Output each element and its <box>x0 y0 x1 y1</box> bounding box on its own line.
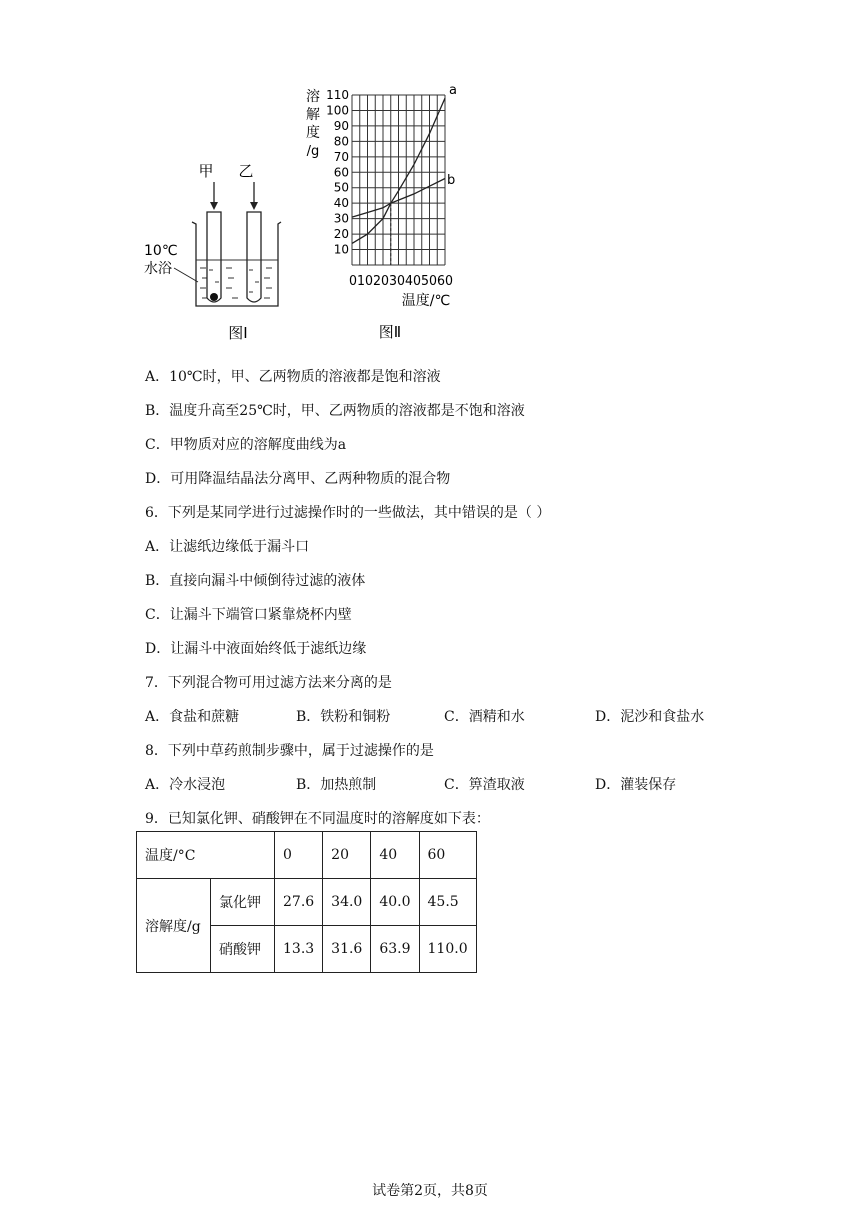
figure-1-caption: 图Ⅰ <box>228 324 248 342</box>
curve-b-label: b <box>447 173 456 188</box>
y-tick-label: 30 <box>333 211 349 226</box>
y-tick-label: 100 <box>326 103 349 118</box>
q7-option-a: A．食盐和蔗糖 <box>145 709 240 725</box>
table-cell: 13.3 <box>275 926 323 973</box>
y-tick-label: 90 <box>333 118 349 133</box>
table-cell: 45.5 <box>419 879 476 926</box>
label-yi: 乙 <box>238 162 254 180</box>
q5-option-a: A．10℃时，甲、乙两物质的溶液都是饱和溶液 <box>145 369 441 385</box>
svg-text:溶: 溶 <box>306 89 320 105</box>
table-cell: 20 <box>323 832 371 879</box>
q7-option-b: B．铁粉和铜粉 <box>296 709 391 725</box>
y-tick-label: 20 <box>333 227 349 242</box>
y-tick-label: 60 <box>333 165 349 180</box>
solubility-table <box>136 831 477 973</box>
table-cell: 110.0 <box>419 926 476 973</box>
beaker <box>192 222 281 306</box>
q9-stem: 9．已知氯化钾、硝酸钾在不同温度时的溶解度如下表： <box>145 811 490 827</box>
figure-2-solubility-chart <box>300 80 470 350</box>
q5-option-b: B．温度升高至25℃时，甲、乙两物质的溶液都是不饱和溶液 <box>145 403 525 419</box>
y-tick-labels <box>326 88 349 257</box>
table-header-solubility: 溶解度/g <box>137 879 211 973</box>
q8-option-c: C．箅渣取液 <box>444 777 525 793</box>
svg-text:/g: /g <box>306 144 320 159</box>
q7-stem: 7．下列混合物可用过滤方法来分离的是 <box>145 675 392 691</box>
table-row <box>137 832 477 879</box>
table-row-label: 氯化钾 <box>211 879 275 926</box>
curve-a-label: a <box>449 83 457 98</box>
q7-option-d: D．泥沙和食盐水 <box>595 709 705 725</box>
table-cell: 34.0 <box>323 879 371 926</box>
q5-option-d: D．可用降温结晶法分离甲、乙两种物质的混合物 <box>145 471 451 487</box>
y-tick-label: 70 <box>333 149 349 164</box>
y-tick-label: 110 <box>326 88 349 102</box>
chart-grid <box>352 95 445 265</box>
table-row-label: 硝酸钾 <box>211 926 275 973</box>
table-cell: 31.6 <box>323 926 371 973</box>
q6-option-d: D．让漏斗中液面始终低于滤纸边缘 <box>145 641 367 657</box>
table-cell: 40.0 <box>371 879 419 926</box>
figure-2-caption: 图Ⅱ <box>378 323 402 341</box>
figure-1-apparatus <box>140 160 290 350</box>
solid-precipitate <box>210 293 218 301</box>
table-cell: 27.6 <box>275 879 323 926</box>
y-tick-label: 40 <box>333 196 349 211</box>
y-axis-label <box>306 88 320 159</box>
svg-text:度: 度 <box>306 125 320 141</box>
table-header-temp: 温度/°C <box>137 832 275 879</box>
q7-option-c: C．酒精和水 <box>444 709 525 725</box>
q8-stem: 8．下列中草药煎制步骤中，属于过滤操作的是 <box>145 743 434 759</box>
q8-option-d: D．灌装保存 <box>595 777 677 793</box>
svg-text:解: 解 <box>306 107 320 123</box>
q8-option-b: B．加热煎制 <box>296 777 377 793</box>
table-cell: 63.9 <box>371 926 419 973</box>
label-jia: 甲 <box>198 162 214 180</box>
q6-option-b: B．直接向漏斗中倾倒待过滤的液体 <box>145 573 366 589</box>
label-temp: 10℃ <box>144 243 178 259</box>
table-row <box>137 879 477 926</box>
page-footer: 试卷第2页，共8页 <box>372 1183 488 1199</box>
table-cell: 0 <box>275 832 323 879</box>
table-cell: 60 <box>419 832 476 879</box>
test-tube-yi <box>247 212 261 302</box>
q8-option-a: A．冷水浸泡 <box>145 777 226 793</box>
label-bath: 水浴 <box>144 261 172 277</box>
y-tick-label: 10 <box>333 242 349 257</box>
q6-option-a: A．让滤纸边缘低于漏斗口 <box>145 539 310 555</box>
y-tick-label: 50 <box>333 180 349 195</box>
q6-stem: 6．下列是某同学进行过滤操作时的一些做法，其中错误的是（ ） <box>145 505 551 521</box>
test-tube-jia <box>207 212 221 302</box>
q6-option-c: C．让漏斗下端管口紧靠烧杯内壁 <box>145 607 352 623</box>
y-tick-label: 80 <box>333 134 349 149</box>
q5-option-c: C．甲物质对应的溶解度曲线为a <box>145 437 347 453</box>
x-axis-label: 温度/℃ <box>401 293 451 309</box>
table-cell: 40 <box>371 832 419 879</box>
x-tick-labels: 0102030405060 <box>349 274 453 289</box>
